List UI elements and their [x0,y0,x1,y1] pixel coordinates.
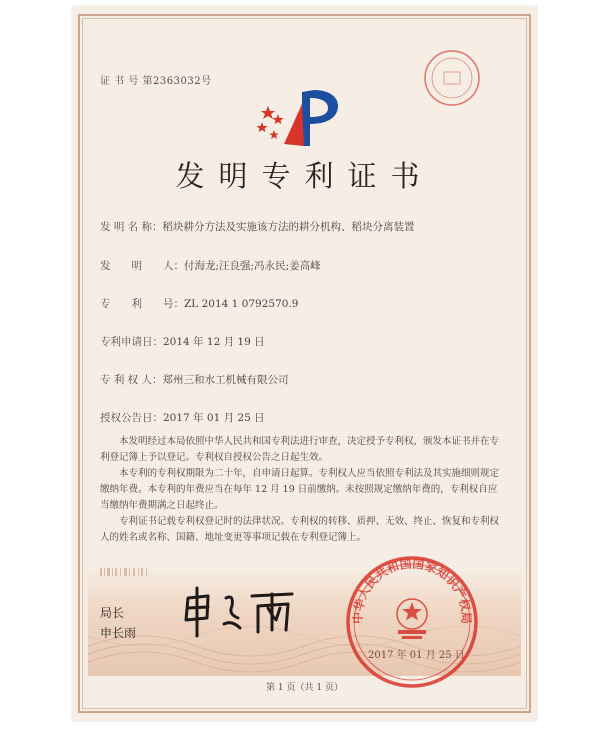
certificate-title: 发明专利证书 [175,159,434,193]
field-application-date [100,334,265,349]
director-name: 申长雨 [100,626,137,640]
field-inventors [100,258,321,273]
field-value: 郑州三和水工机械有限公司 [162,374,289,386]
paragraph-register: 专利证书记载专利权登记时的法律状况。专利权的转移、质押、无效、终止、恢复和专利权人的姓名或名称、国籍、地址变更等事项记载在专利登记簿上。 [100,516,500,543]
corner-seal-icon [422,48,482,108]
paragraph-term: 本专利的专利权期限为二十年，自申请日起算。专利权人应当依照专利法及其实施细则规定缴纳年费。本专利的年费应当在每年 12 月 19 日前缴纳。未按照规定缴纳年费的，专利权自应当缴纳年费期满之日起终止。 [100,468,500,511]
field-patentee [100,372,289,387]
certificate-number-value: 2363032 [153,76,202,87]
official-seal-icon [342,552,482,692]
field-invention-name [100,219,415,234]
field-value: 稻块耕分方法及实施该方法的耕分机构、稻块分离装置 [162,221,415,233]
field-value: 2017 年 01 月 25 日 [163,412,265,424]
director-title: 局长 [100,606,125,620]
page-number: 第 1 页（共 1 页） [266,683,343,693]
field-value: ZL 2014 1 0792570.9 [184,298,299,310]
field-label: 专 利 权 人： [100,374,163,386]
sipo-logo-icon [254,84,344,154]
field-label: 专利申请日： [100,336,163,348]
paragraph-grant: 本发明经过本局依照中华人民共和国专利法进行审查，决定授予专利权，颁发本证书并在专利登记簿上予以登记。专利权自授权公告之日起生效。 [100,436,500,463]
seal-date: 2017 年 01 月 25 日 [368,650,465,661]
field-value: 2014 年 12 月 19 日 [163,336,265,348]
director-signature [180,584,300,639]
field-patent-number [100,296,298,311]
certificate-number-label: 证 书 号 第 [100,76,154,87]
certificate-number-suffix: 号 [201,76,212,87]
field-label: 专 利 号： [100,298,184,310]
field-label: 授权公告日： [100,412,163,424]
patent-certificate [72,6,537,721]
seal-text: 中华人民共和国国家知识产权局 [350,556,474,624]
certificate-number [100,72,212,87]
field-grant-date [100,410,265,425]
field-label: 发 明 人： [100,260,184,272]
field-label: 发 明 名 称： [100,221,163,233]
field-value: 付海龙;汪良强;冯永民;姜高峰 [184,260,321,272]
